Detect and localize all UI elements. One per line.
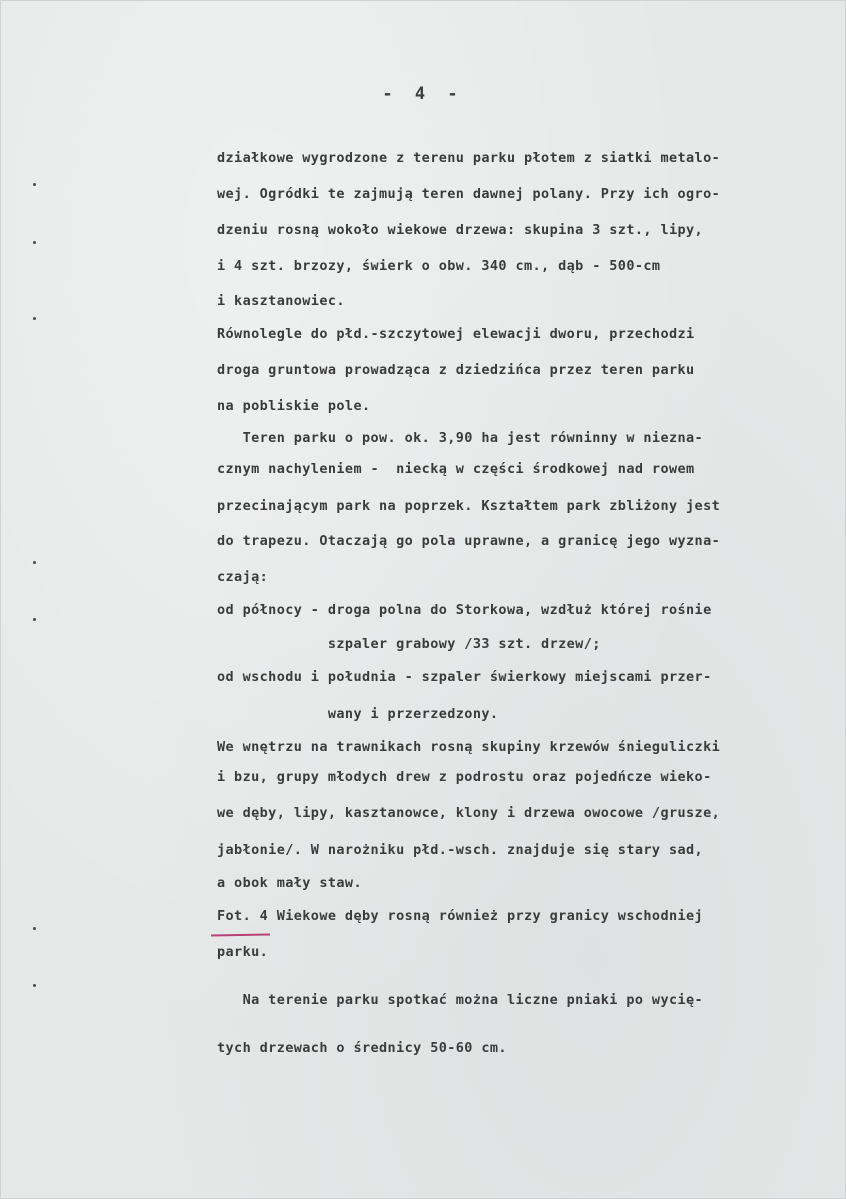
text-line: a obok mały staw.: [217, 875, 362, 891]
text-line: droga gruntowa prowadząca z dziedzińca przez teren parku: [217, 362, 695, 378]
text-line: i bzu, grupy młodych drew z podrostu oraz pojedńcze wieko-: [217, 769, 712, 785]
text-line: czają:: [217, 569, 269, 585]
margin-punch-dot: [33, 561, 36, 564]
text-line: wany i przerzedzony.: [217, 706, 499, 722]
text-line: na pobliskie pole.: [217, 398, 371, 414]
text-line: wej. Ogródki te zajmują teren dawnej polany. Przy ich ogro-: [217, 186, 721, 202]
text-line: Teren parku o pow. ok. 3,90 ha jest równinny w niezna-: [217, 430, 704, 446]
text-line: Na terenie parku spotkać można liczne pniaki po wycię-: [217, 992, 704, 1008]
text-line: We wnętrzu na trawnikach rosną skupiny krzewów śnieguliczki: [217, 739, 721, 755]
margin-punch-dot: [33, 241, 36, 244]
text-line: i kasztanowiec.: [217, 293, 345, 309]
text-line: przecinającym park na poprzek. Kształtem park zbliżony jest: [217, 498, 721, 514]
text-line: parku.: [217, 944, 269, 960]
photo-reference: Fot. 4: [217, 908, 269, 924]
margin-punch-dot: [33, 618, 36, 621]
margin-punch-dot: [33, 984, 36, 987]
text-line-fot: [217, 906, 703, 926]
margin-punch-dot: [33, 927, 36, 930]
text-line: szpaler grabowy /33 szt. drzew/;: [217, 636, 601, 652]
text-line: i 4 szt. brzozy, świerk o obw. 340 cm., dąb - 500-cm: [217, 258, 661, 274]
text-line: od wschodu i południa - szpaler świerkowy miejscami przer-: [217, 669, 712, 685]
text-line: od północy - droga polna do Storkowa, wzdłuż której rośnie: [217, 602, 712, 618]
text-line: jabłonie/. W narożniku płd.-wsch. znajduje się stary sad,: [217, 842, 704, 858]
margin-punch-dot: [33, 183, 36, 186]
text-line: dzeniu rosną wokoło wiekowe drzewa: skupina 3 szt., lipy,: [217, 222, 704, 238]
text-line: Równolegle do płd.-szczytowej elewacji dworu, przechodzi: [217, 326, 695, 342]
margin-punch-dot: [33, 317, 36, 320]
text-line: Wiekowe dęby rosną również przy granicy wschodniej: [268, 908, 704, 924]
text-line: cznym nachyleniem - niecką w części środkowej nad rowem: [217, 461, 695, 477]
text-line: we dęby, lipy, kasztanowce, klony i drzewa owocowe /grusze,: [217, 805, 721, 821]
page-number: - 4 -: [382, 84, 464, 104]
text-line: do trapezu. Otaczają go pola uprawne, a granicę jego wyzna-: [217, 533, 721, 549]
text-line: tych drzewach o średnicy 50-60 cm.: [217, 1040, 507, 1056]
text-line: działkowe wygrodzone z terenu parku płotem z siatki metalo-: [217, 150, 721, 166]
